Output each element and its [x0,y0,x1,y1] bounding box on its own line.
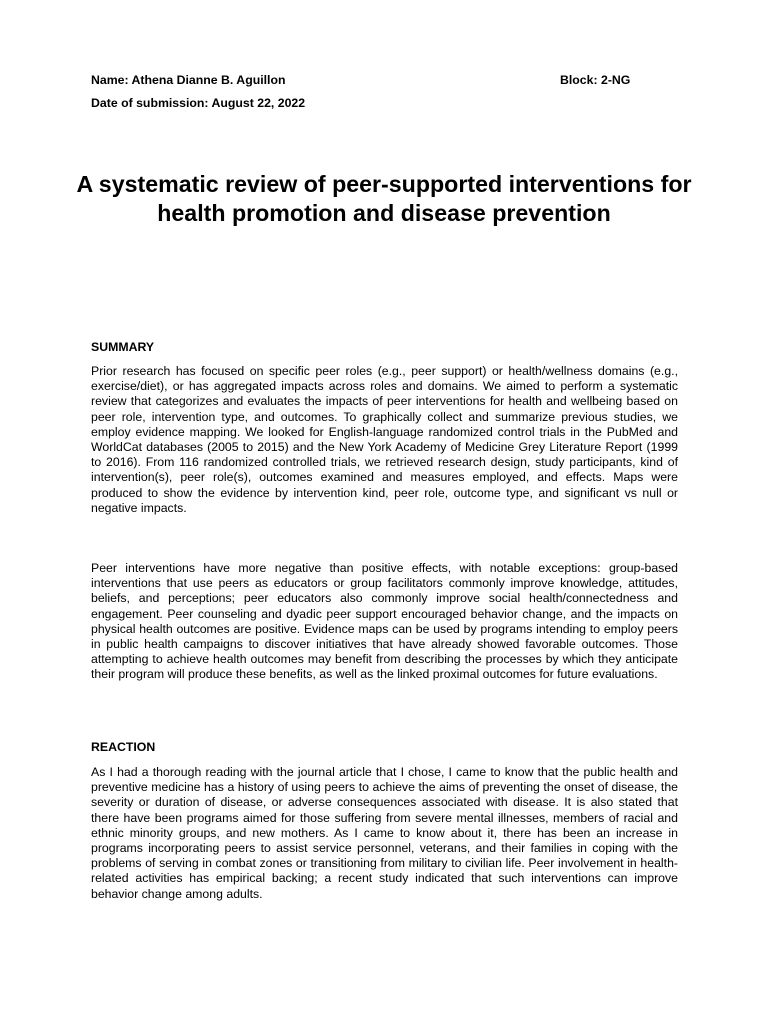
reaction-paragraph: As I had a thorough reading with the journal article that I chose, I came to know that the public health and preventive medicine has a history of using peers to achieve the aims of preventing the onset of disease, the severity or duration of disease, or adverse consequences associated with disease. It is also stated that there have been programs aimed for those suffering from severe mental illnesses, members of racial and ethnic minority groups, and new mothers. As I came to know about it, there has been an increase in programs incorporating peers to assist service personnel, veterans, and their families in coping with the problems of serving in combat zones or transitioning from military to civilian life. Peer involvement in health-related activities has empirical backing; a recent study indicated that such interventions can improve behavior change among adults. [91,765,678,901]
reaction-heading: REACTION [91,740,156,754]
student-block: Block: 2-NG [560,73,631,87]
summary-heading: SUMMARY [91,340,155,354]
document-title: A systematic review of peer-supported interventions for health promotion and disease prevention [76,171,692,226]
summary-paragraph: Peer interventions have more negative than positive effects, with notable exceptions: group-based interventions that use peers as educators or group facilitators commonly improve knowledge, attitudes, beliefs, and perceptions; peer educators also commonly improve social health/connectedness and engagement. Peer counseling and dyadic peer support encouraged behavior change, and the impacts on physical health outcomes are positive. Evidence maps can be used by programs intending to employ peers in public health campaigns to discover initiatives that have already showed favorable outcomes. Those attempting to achieve health outcomes may benefit from describing the processes by which they anticipate their program will produce these benefits, as well as the linked proximal outcomes for future evaluations. [91,561,678,682]
student-name: Name: Athena Dianne B. Aguillon [91,73,286,87]
submission-date: Date of submission: August 22, 2022 [91,96,306,110]
summary-paragraph: Prior research has focused on specific peer roles (e.g., peer support) or health/wellness domains (e.g., exercise/diet), or has aggregated impacts across roles and domains. We aimed to perform a systematic review that categorizes and evaluates the impacts of peer interventions for health and wellbeing based on peer role, intervention type, and outcomes. To graphically collect and summarize previous studies, we employ evidence mapping. We looked for English-language randomized control trials in the PubMed and WorldCat databases (2005 to 2015) and the New York Academy of Medicine Grey Literature Report (1999 to 2016). From 116 randomized controlled trials, we retrieved research design, study participants, kind of intervention(s), peer role(s), outcomes examined and measures employed, and effects. Maps were produced to show the evidence by intervention kind, peer role, outcome type, and significant vs null or negative impacts. [91,364,678,515]
